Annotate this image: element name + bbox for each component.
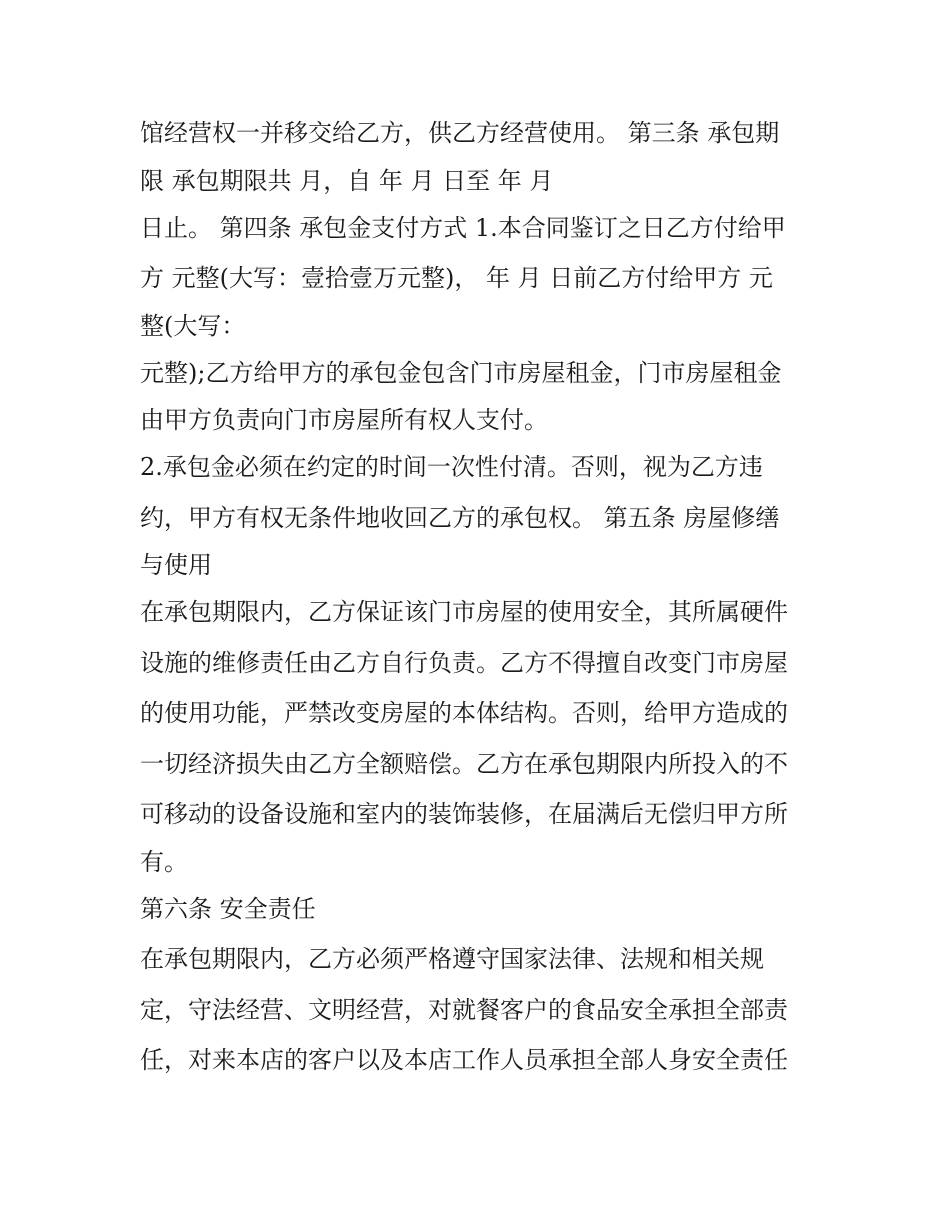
text-line: 在承包期限内，乙方必须严格遵守国家法律、法规和相关规 xyxy=(140,945,764,973)
text-line: 设施的维修责任由乙方自行负责。乙方不得擅自改变门市房屋 xyxy=(140,648,788,677)
text-line: 整(大写： xyxy=(140,311,246,340)
document-body xyxy=(140,108,820,1086)
text-line: 可移动的设备设施和室内的装饰装修，在届满后无偿归甲方所 xyxy=(140,800,788,828)
text-line: 由甲方负责向门市房屋所有权人支付。 xyxy=(140,406,548,434)
text-line: 约，甲方有权无条件地收回乙方的承包权。 第五条 房屋修缮 xyxy=(140,503,780,532)
text-line: 与使用 xyxy=(140,551,212,579)
text-line: 定，守法经营、文明经营，对就餐客户的食品安全承担全部责 xyxy=(140,995,788,1024)
text-line: 馆经营权一并移交给乙方，供乙方经营使用。 第三条 承包期 xyxy=(140,119,780,147)
text-line: 方 元整(大写：壹拾壹万元整)， 年 月 日前乙方付给甲方 元 xyxy=(140,264,773,292)
text-line: 元整);乙方给甲方的承包金包含门市房屋租金，门市房屋租金 xyxy=(140,358,782,387)
text-line: 一切经济损失由乙方全额赔偿。乙方在承包期限内所投入的不 xyxy=(140,749,788,778)
text-line: 的使用功能，严禁改变房屋的本体结构。否则，给甲方造成的 xyxy=(140,699,788,727)
text-line: 2.承包金必须在约定的时间一次性付清。否则，视为乙方违 xyxy=(140,453,763,481)
text-line: 限 承包期限共 月，自 年 月 日至 年 月 xyxy=(140,166,554,195)
text-line: 有。 xyxy=(140,847,188,876)
text-line: 在承包期限内，乙方保证该门市房屋的使用安全，其所属硬件 xyxy=(140,598,788,626)
text-line: 任，对来本店的客户以及本店工作人员承担全部人身安全责任 xyxy=(140,1046,788,1074)
text-line: 日止。 第四条 承包金支付方式 1.本合同鉴订之日乙方付给甲 xyxy=(140,213,786,242)
section-heading: 第六条 安全责任 xyxy=(140,894,316,923)
